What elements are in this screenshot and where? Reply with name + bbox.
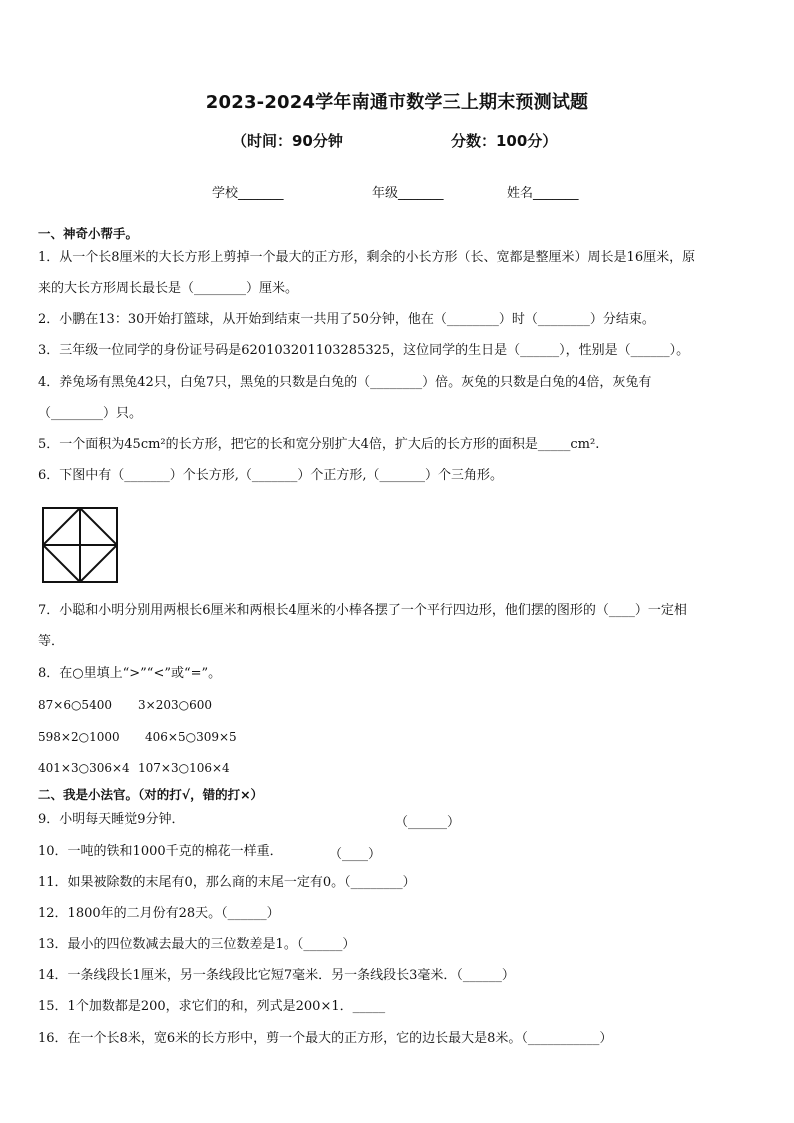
question-2: 2．小鹏在13：30开始打篮球，从开始到结束一共用了50分钟，他在（________）时（________）分结束。: [38, 312, 655, 327]
question-16: 16．在一个长8米，宽6米的长方形中，剪一个最大的正方形，它的边长最大是8米。（___________）: [38, 1031, 613, 1046]
total-score: 分数：100分）: [451, 132, 558, 150]
question-4-line-2: （________）只。: [38, 406, 143, 421]
question-9: 9．小明每天睡觉9分钟．: [38, 812, 185, 827]
question-9-blank: （______）: [395, 815, 461, 830]
time-limit: （时间：90分钟: [232, 132, 343, 150]
page-title: 2023-2024学年南通市数学三上期末预测试题: [205, 92, 589, 113]
question-1-line-1: 1．从一个长8厘米的大长方形上剪掉一个最大的正方形，剩余的小长方形（长、宽都是整厘米）周长是16厘米，原: [38, 250, 696, 265]
question-6: 6．下图中有（_______）个长方形,（_______）个正方形,（_______）个三角形。: [38, 468, 504, 483]
q8-item-d: 406×5○309×5: [145, 730, 237, 744]
question-5: 5．一个面积为45cm²的长方形，把它的长和宽分别扩大4倍，扩大后的长方形的面积是_____cm².: [38, 437, 600, 452]
grade-field: 年级_______: [372, 186, 444, 201]
question-8: 8．在○里填上“>”“<”或“=”。: [38, 666, 222, 681]
question-14: 14．一条线段长1厘米，另一条线段比它短7毫米．另一条线段长3毫米．（______）: [38, 968, 515, 983]
q8-item-f: 107×3○106×4: [138, 761, 230, 775]
question-7-line-2: 等．: [38, 634, 65, 649]
q8-item-e: 401×3○306×4: [38, 761, 130, 775]
section-heading-1: 一、神奇小帮手。: [38, 226, 139, 241]
question-7-line-1: 7．小聪和小明分别用两根长6厘米和两根长4厘米的小棒各摆了一个平行四边形，他们摆的图形的（____）一定相: [38, 603, 687, 618]
square-diamond-figure: [42, 507, 118, 583]
question-4-line-1: 4．养兔场有黑兔42只，白兔7只，黑兔的只数是白兔的（________）倍。灰兔的只数是白兔的4倍，灰兔有: [38, 375, 652, 390]
question-3: 3．三年级一位同学的身份证号码是620103201103285325，这位同学的生日是（______），性别是（______）。: [38, 343, 690, 358]
section-heading-2: 二、我是小法官。（对的打√，错的打×）: [38, 787, 264, 802]
question-12: 12．1800年的二月份有28天。（______）: [38, 906, 280, 921]
q8-item-a: 87×6○5400: [38, 698, 112, 712]
question-15: 15．1个加数都是200，求它们的和，列式是200×1．_____: [38, 999, 386, 1014]
q8-item-b: 3×203○600: [138, 698, 212, 712]
school-field: 学校_______: [212, 186, 284, 201]
question-13: 13．最小的四位数减去最大的三位数差是1。（______）: [38, 937, 356, 952]
question-10: 10．一吨的铁和1000千克的棉花一样重．: [38, 844, 283, 859]
question-11: 11．如果被除数的末尾有0，那么商的末尾一定有0。（________）: [38, 875, 416, 890]
q8-item-c: 598×2○1000: [38, 730, 120, 744]
question-10-blank: （____）: [329, 847, 382, 862]
name-field: 姓名_______: [507, 186, 579, 201]
question-1-line-2: 来的大长方形周长最长是（________）厘米。: [38, 281, 299, 296]
